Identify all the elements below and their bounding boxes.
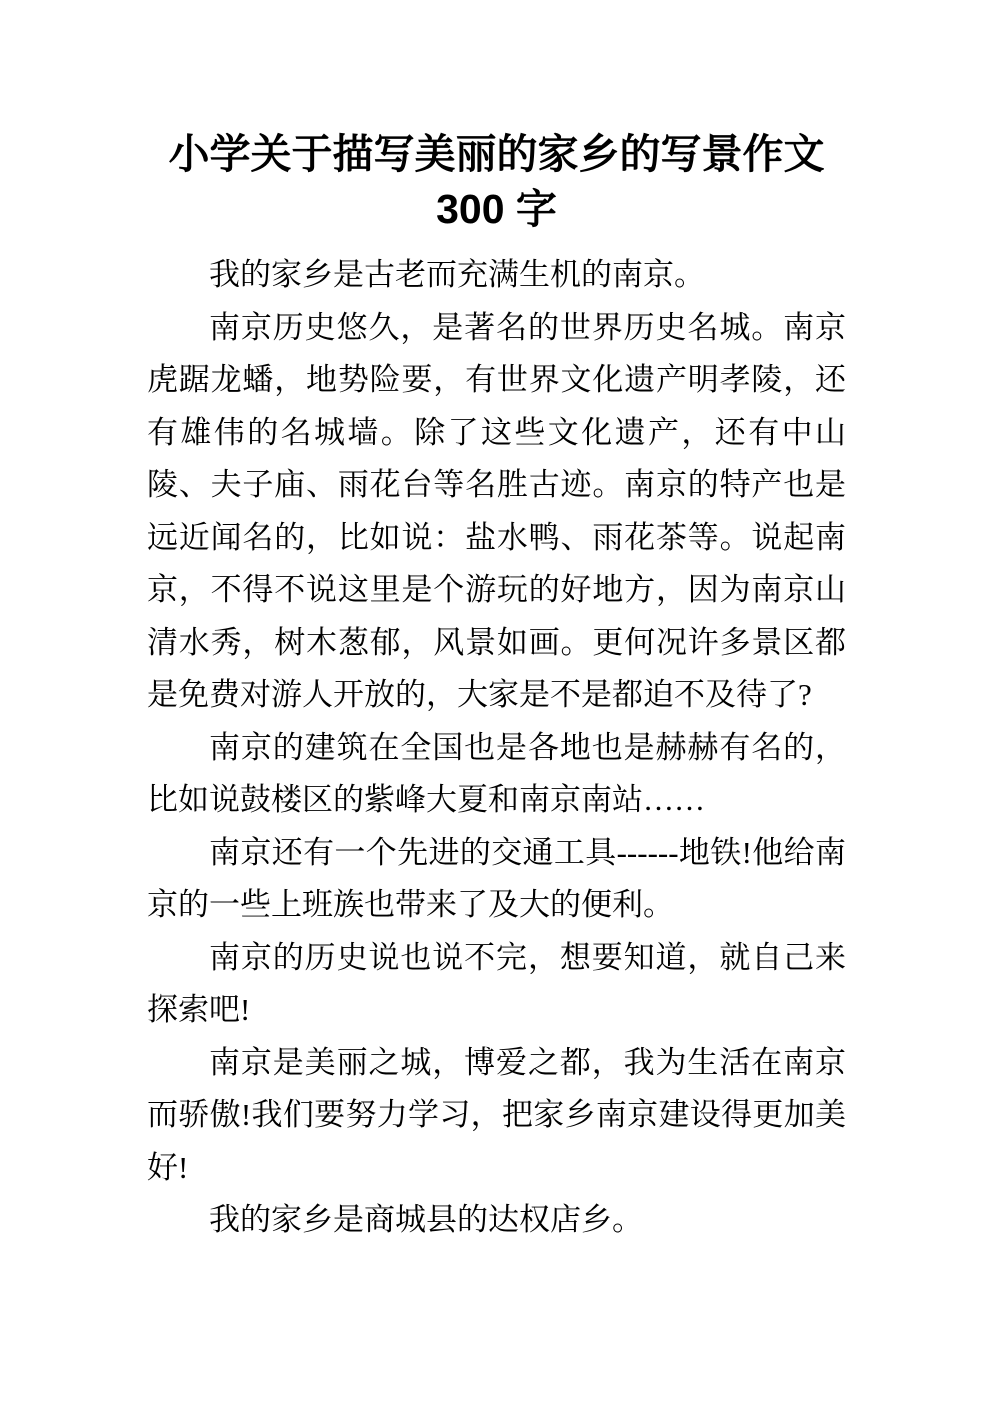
title-line-2: 300 字 <box>436 186 557 232</box>
paragraph-3: 南京的建筑在全国也是各地也是赫赫有名的，比如说鼓楼区的紫峰大夏和南京南站…… <box>147 729 846 817</box>
paragraph-6: 南京是美丽之城，博爱之都，我为生活在南京而骄傲!我们要努力学习，把家乡南京建设得更加美好! <box>147 1044 846 1185</box>
paragraph-7: 我的家乡是商城县的达权店乡。 <box>209 1202 643 1237</box>
paragraph-5: 南京的历史说也说不完，想要知道，就自己来探索吧! <box>147 939 846 1027</box>
title-line-1: 小学关于描写美丽的家乡的写景作文 <box>168 131 825 177</box>
paragraph-2: 南京历史悠久，是著名的世界历史名城。南京虎踞龙蟠，地势险要，有世界文化遗产明孝陵，还有雄伟的名城墙。除了这些文化遗产，还有中山陵、夫子庙、雨花台等名胜古迹。南京的特产也是远近闻名的，比如说：盐水鸭、雨花茶等。说起南京，不得不说这里是个游玩的好地方，因为南京山清水秀，树木葱郁，风景如画。更何况许多景区都是免费对游人开放的，大家是不是都迫不及待了? <box>147 309 846 712</box>
document-body <box>147 249 846 1247</box>
paragraph-4: 南京还有一个先进的交通工具------地铁!他给南京的一些上班族也带来了及大的便利。 <box>147 834 846 922</box>
document-title <box>147 127 846 237</box>
paragraph-1: 我的家乡是古老而充满生机的南京。 <box>209 257 705 292</box>
